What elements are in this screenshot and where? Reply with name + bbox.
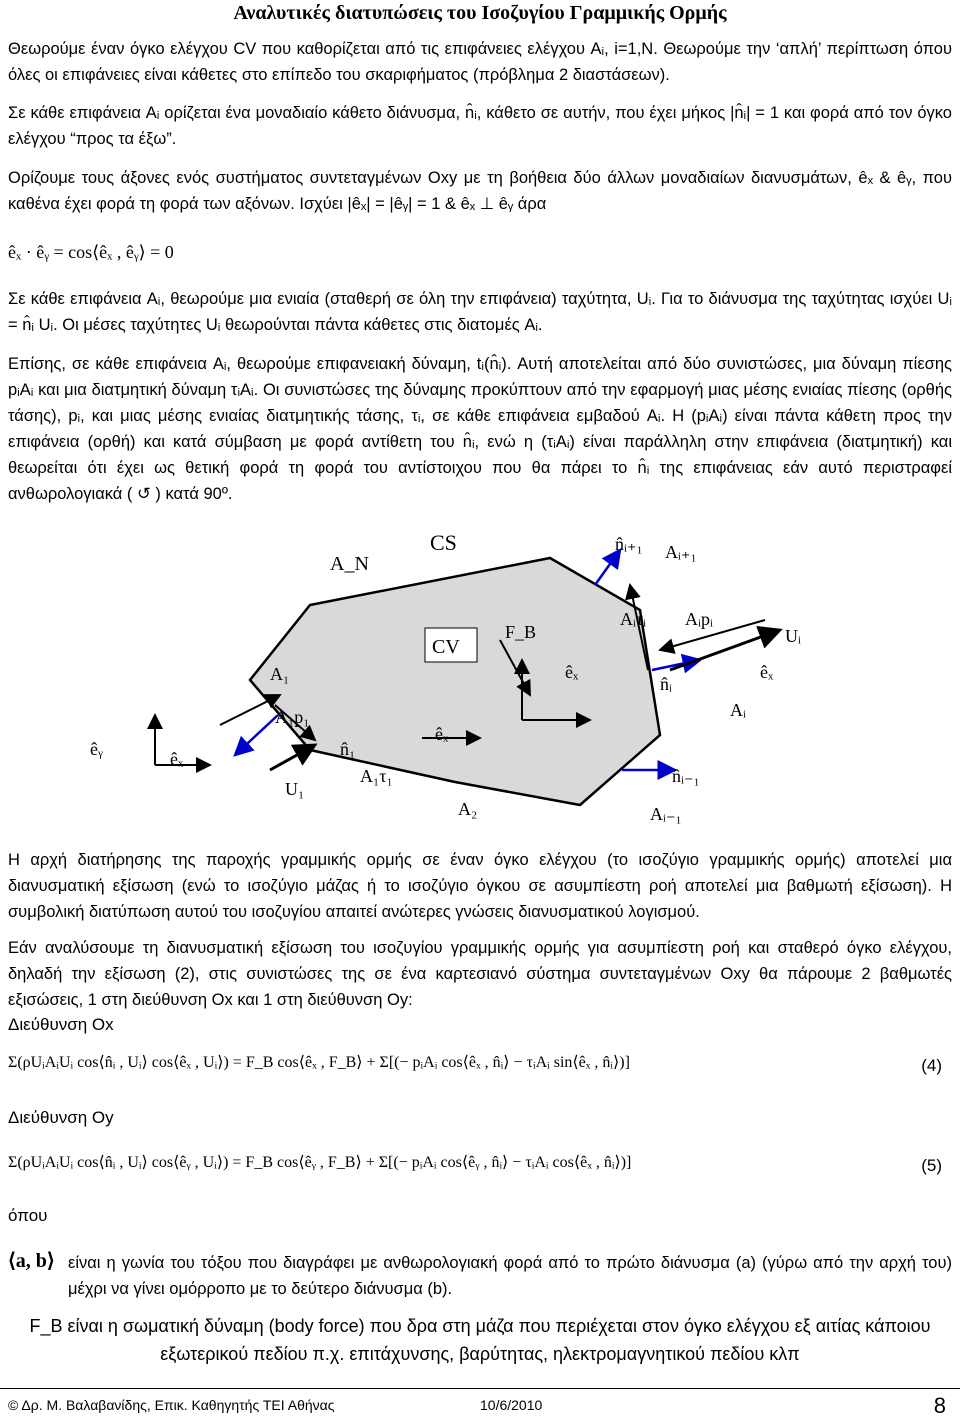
label-n-im1: n̂ᵢ₋₁ [672,766,700,786]
control-volume-diagram [60,520,920,835]
footer-date: 10/6/2010 [480,1397,543,1413]
paragraph-surface-force: Επίσης, σε κάθε επιφάνεια Aᵢ, θεωρούμε επιφανειακή δύναμη, tᵢ(n̂ᵢ). Αυτή αποτελείται από δύο συνιστώσες, μια δύναμη πίεσης pᵢAᵢ και μια διατμητική δύναμη τᵢAᵢ. Οι συνιστώσες της δύναμης προκύπτουν από την εφαρμογή μιας μέσης ενιαίας πίεσης (ορθής τάσης), pᵢ, και μιας μέσης ενιαίας διατμητικής τάσης, τᵢ, σε κάθε επιφάνεια εμβαδού Aᵢ. Η (pᵢAᵢ) είναι πάντα κάθετη προς την επιφάνεια (ορθή) και κατά σύμβαση με φορά αντίθετη του n̂ᵢ, ενώ η (τᵢAᵢ) είναι παράλληλη στην επιφάνεια (διατμητική) και θεωρείται ότι έχει ως θετική φορά τη φορά του αντίστοιχου που θα πάρει το n̂ᵢ της επιφάνειας εάν αυτό περιστραφεί ανθωρολογιακά ( ↺ ) κατά 90º. [8,355,952,503]
equation-momentum-x: Σ(ρUᵢAᵢUᵢ cos⟨n̂ᵢ , Uᵢ⟩ cos⟨êₓ , Uᵢ⟩) = F_B cos⟨êₓ , F_B⟩ + Σ[(− pᵢAᵢ cos⟨êₓ , n̂ᵢ⟩ − τᵢAᵢ sin⟨êₓ , n̂ᵢ⟩)] [8,1054,630,1071]
control-volume-body [250,558,660,805]
paragraph-axes: Ορίζουμε τους άξονες ενός συστήματος συντεταγμένων Oxy με τη βοήθεια δύο άλλων μοναδιαίων διανυσμάτων, êₓ & êᵧ, που καθένα έχει φορά τη φορά των αξόνων. Ισχύει |êₓ| = |êᵧ| = 1 & êₓ ⊥ êᵧ άρα [8,169,952,213]
label-ui: Uᵢ [785,626,801,646]
footer-author: © Δρ. Μ. Βαλαβανίδης, Επικ. Καθηγητής ΤΕΙ Αθήνας [8,1397,335,1413]
label-ai-taui: Aᵢτᵢ [620,609,647,629]
n-i1-normal-arrow [595,550,620,585]
heading-direction-y: Διεύθυνση Oy [8,1108,114,1127]
label-a1: A₁ [270,664,290,684]
label-ex-axis: êₓ [170,749,184,769]
label-cv: CV [432,636,460,658]
label-a-i1: Aᵢ₊₁ [665,542,697,562]
paragraph-scalar-equations: Εάν αναλύσουμε τη διανυσματική εξίσωση του ισοζυγίου γραμμικής ορμής για ασυμπίεστη ροή και σταθερό όγκο ελέγχου, δηλαδή την εξίσωση (2), στις συνιστώσες της σε ένα καρτεσιανό σύστημα συντεταγμένων Oxy θα πάρουμε 2 βαθμωτές εξισώσεις, 1 στη διεύθυνση Ox και 1 στη διεύθυνση Oy: [8,939,952,1009]
u1-velocity-arrow [270,745,315,770]
paragraph-angle-definition: είναι η γωνία του τόξου που διαγράφει με ανθωρολογιακή φορά από το πρώτο διάνυσμα (a) (γύρω από την αρχή του) μέχρι να γίνει ομόρροπο με το δεύτερο διάνυσμα (b). [68,1254,952,1298]
angle-notation: ⟨a, b⟩ [8,1250,55,1272]
page-footer [0,1388,960,1419]
paragraph-body-force: F_B είναι η σωματική δύναμη (body force) που δρα στη μάζα που περιέχεται στον όγκο ελέγχου εξ αιτίας κάποιου εξωτερικού πεδίου π.χ. επιτάχυνσης, βαρύτητας, ηλεκτρομαγνητικού πεδίου κλπ [29,1316,931,1364]
label-n1: n̂₁ [340,739,356,759]
label-a1tau1: A₁τ₁ [360,766,393,786]
label-ai: Aᵢ [730,700,746,720]
equation-unit-vectors-dot: êₓ · êᵧ = cos⟨êₓ , êᵧ⟩ = 0 [8,242,174,262]
label-ey-axis: êᵧ [90,739,103,759]
paragraph-momentum-principle: Η αρχή διατήρησης της παροχής γραμμικής ορμής σε έναν όγκο ελέγχου (το ισοζύγιο γραμμικής ορμής) αποτελεί μια διανυσματική εξίσωση (ενώ το ισοζύγιο μάζας ή το ισοζύγιο όγκου σε ασυμπίεστη ροή αποτελεί μια βαθμωτή εξίσωση). Η συμβολική διατύπωση αυτού του ισοζυγίου απαιτεί ανώτερες γνώσεις διανυσματικού λογισμού. [8,851,952,921]
label-ex-lower: êₓ [435,724,449,744]
heading-direction-x: Διεύθυνση Ox [8,1015,114,1034]
label-an: A_N [330,553,369,575]
label-a-im1: Aᵢ₋₁ [650,804,682,824]
equation-momentum-y: Σ(ρUᵢAᵢUᵢ cos⟨n̂ᵢ , Uᵢ⟩ cos⟨êᵧ , Uᵢ⟩) = F_B cos⟨êᵧ , F_B⟩ + Σ[(− pᵢAᵢ cos⟨êᵧ , n̂ᵢ⟩ − τᵢAᵢ cos⟨êₓ , n̂ᵢ⟩)] [8,1154,632,1171]
equation-number-5: (5) [921,1156,942,1175]
label-u1: U₁ [285,779,305,799]
label-fb: F_B [505,622,537,642]
page-title: Αναλυτικές διατυπώσεις του Ισοζυγίου Γραμμικής Ορμής [233,2,727,24]
n1-normal-arrow [235,715,278,755]
paragraph-velocity: Σε κάθε επιφάνεια Aᵢ, θεωρούμε μια ενιαία (σταθερή σε όλη την επιφάνεια) ταχύτητα, Uᵢ. Για το διάνυσμα της ταχύτητας ισχύει Uᵢ = n̂ᵢ Uᵢ. Οι μέσες ταχύτητες Uᵢ θεωρούνται πάντα κάθετες στις διατομές Aᵢ. [8,290,952,334]
label-n-i1: n̂ᵢ₊₁ [615,534,643,554]
equation-number-4: (4) [921,1056,942,1075]
label-a2: A₂ [458,799,478,819]
page-number: 8 [933,1393,946,1418]
label-ex-internal: êₓ [565,662,579,682]
label-a1p1: A₁p₁ [275,707,310,727]
label-ex-right: êₓ [760,662,774,682]
label-ai-pi: Aᵢpᵢ [685,609,713,629]
label-cs: CS [430,530,457,555]
label-where: όπου [8,1206,48,1225]
label-ni: n̂ᵢ [660,674,672,694]
paragraph-control-volume: Θεωρούμε έναν όγκο ελέγχου CV που καθορίζεται από τις επιφάνειες ελέγχου Aᵢ, i=1,N. Θεωρούμε την ‘απλή’ περίπτωση όπου όλες οι επιφάνειες είναι κάθετες στο επίπεδο του σκαριφήματος (πρόβλημα 2 διαστάσεων). [8,40,952,84]
paragraph-unit-normal: Σε κάθε επιφάνεια Aᵢ ορίζεται ένα μοναδιαίο κάθετο διάνυσμα, n̂ᵢ, κάθετο σε αυτήν, που έχει μήκος |n̂ᵢ| = 1 και φορά από τον όγκο ελέγχου “προς τα έξω”. [8,104,952,148]
